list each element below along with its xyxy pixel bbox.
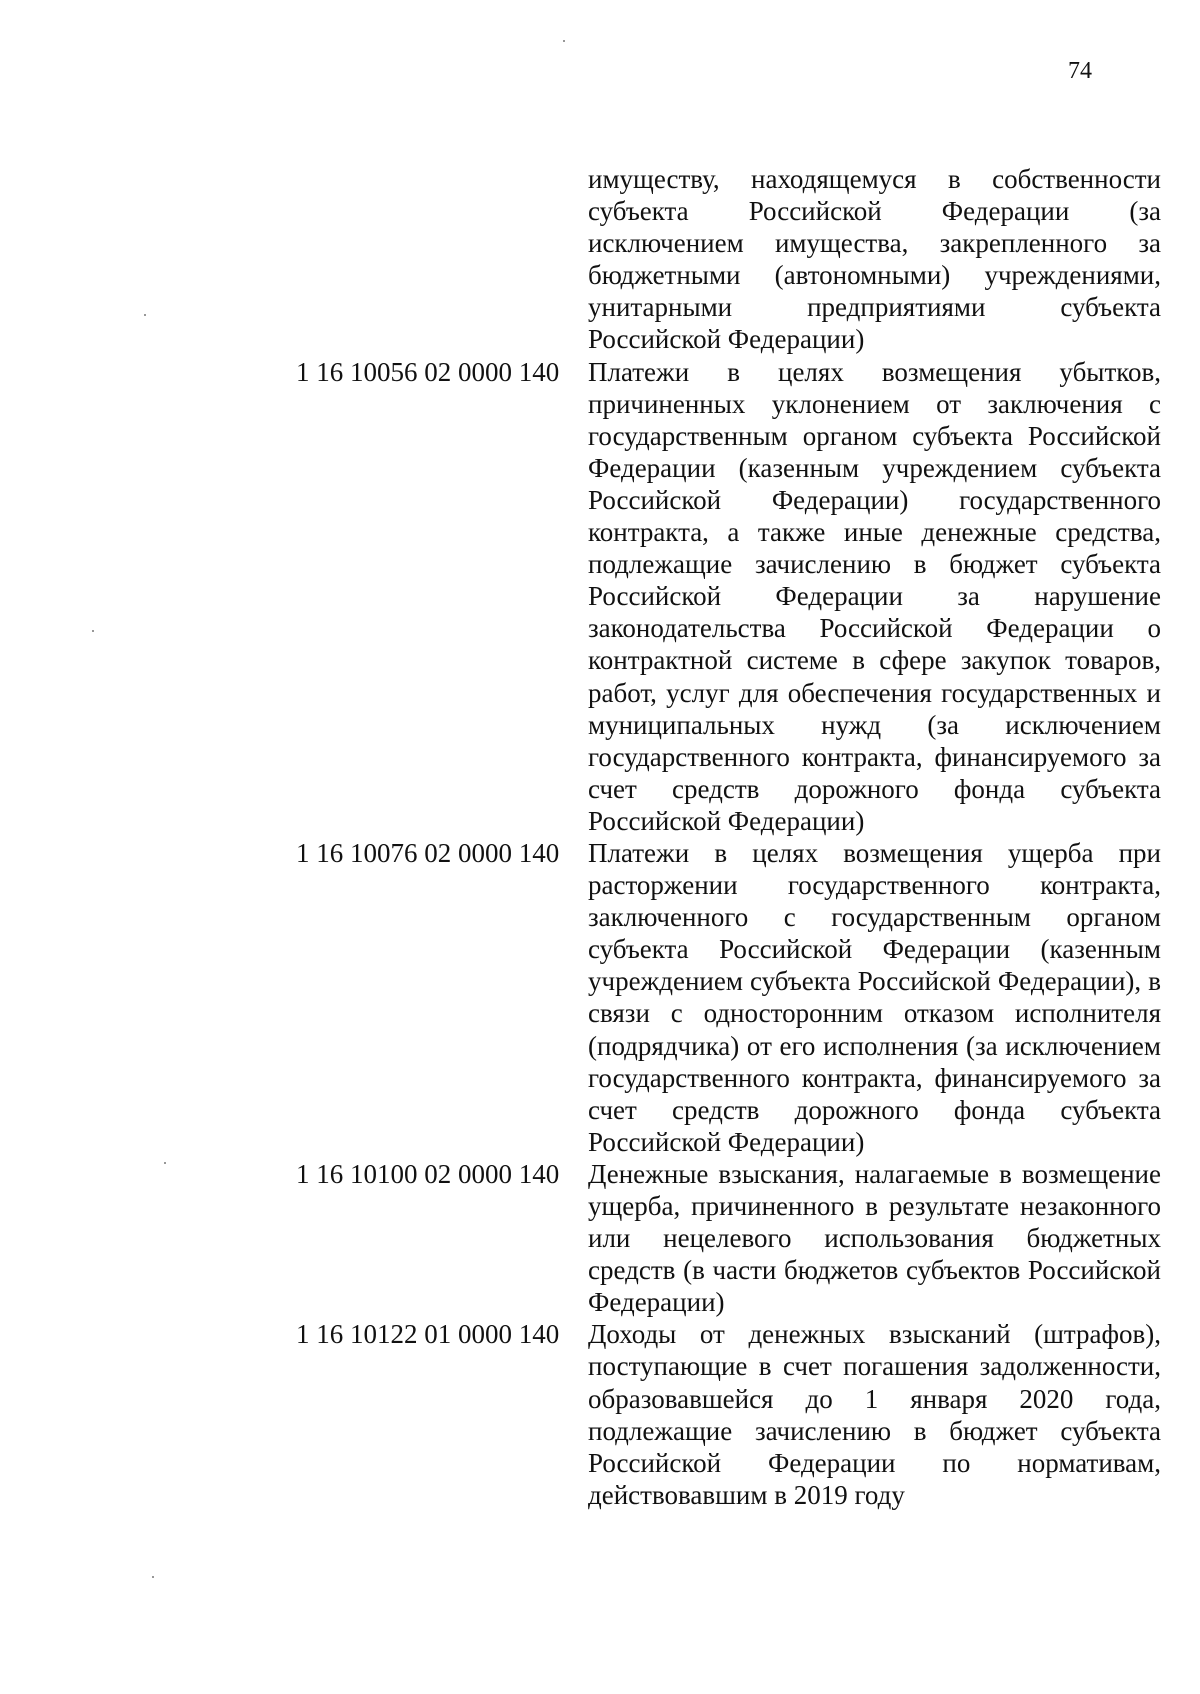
list-item — [0, 356, 1200, 837]
code-description: Платежи в целях возмещения убытков, причиненных уклонением от заключения с государственным органом субъекта Российской Федерации (казенным учреждением субъекта Российской Федерации) государственного контракта, а также иные денежные средства, подлежащие зачислению в бюджет субъекта Российской Федерации за нарушение законодательства Российской Федерации о контрактной системе в сфере закупок товаров, работ, услуг для обеспечения государственных и муниципальных нужд (за исключением государственного контракта, финансируемого за счет средств дорожного фонда субъекта Российской Федерации) — [588, 356, 1161, 836]
budget-code: 1 16 10076 02 0000 140 — [296, 837, 560, 868]
list-item — [0, 163, 1200, 356]
page-number: 74 — [1068, 58, 1092, 84]
code-description-list — [0, 163, 1200, 1511]
list-item — [0, 1158, 1200, 1318]
list-item — [0, 837, 1200, 1158]
budget-code: 1 16 10056 02 0000 140 — [296, 356, 560, 387]
list-item — [0, 1318, 1200, 1511]
code-description: Денежные взыскания, налагаемые в возмещение ущерба, причиненного в результате незаконного или нецелевого использования бюджетных средств (в части бюджетов субъектов Российской Федерации) — [588, 1158, 1161, 1318]
code-description: имуществу, находящемуся в собственности субъекта Российской Федерации (за исключением имущества, закрепленного за бюджетными (автономными) учреждениями, унитарными предприятиями субъекта Российской Федерации) — [588, 164, 1161, 355]
scan-speck — [152, 1576, 154, 1578]
code-description: Платежи в целях возмещения ущерба при расторжении государственного контракта, заключенного с государственным органом субъекта Российской Федерации (казенным учреждением субъекта Российской Федерации), в связи с односторонним отказом исполнителя (подрядчика) от его исполнения (за исключением государственного контракта, финансируемого за счет средств дорожного фонда субъекта Российской Федерации) — [588, 837, 1161, 1157]
scan-speck — [563, 40, 565, 42]
budget-code: 1 16 10100 02 0000 140 — [296, 1158, 560, 1189]
budget-code: 1 16 10122 01 0000 140 — [296, 1319, 560, 1350]
code-description: Доходы от денежных взысканий (штрафов), поступающие в счет погашения задолженности, образовавшейся до 1 января 2020 года, подлежащие зачислению в бюджет субъекта Российской Федерации по нормативам, действовавшим в 2019 году — [588, 1319, 1161, 1510]
